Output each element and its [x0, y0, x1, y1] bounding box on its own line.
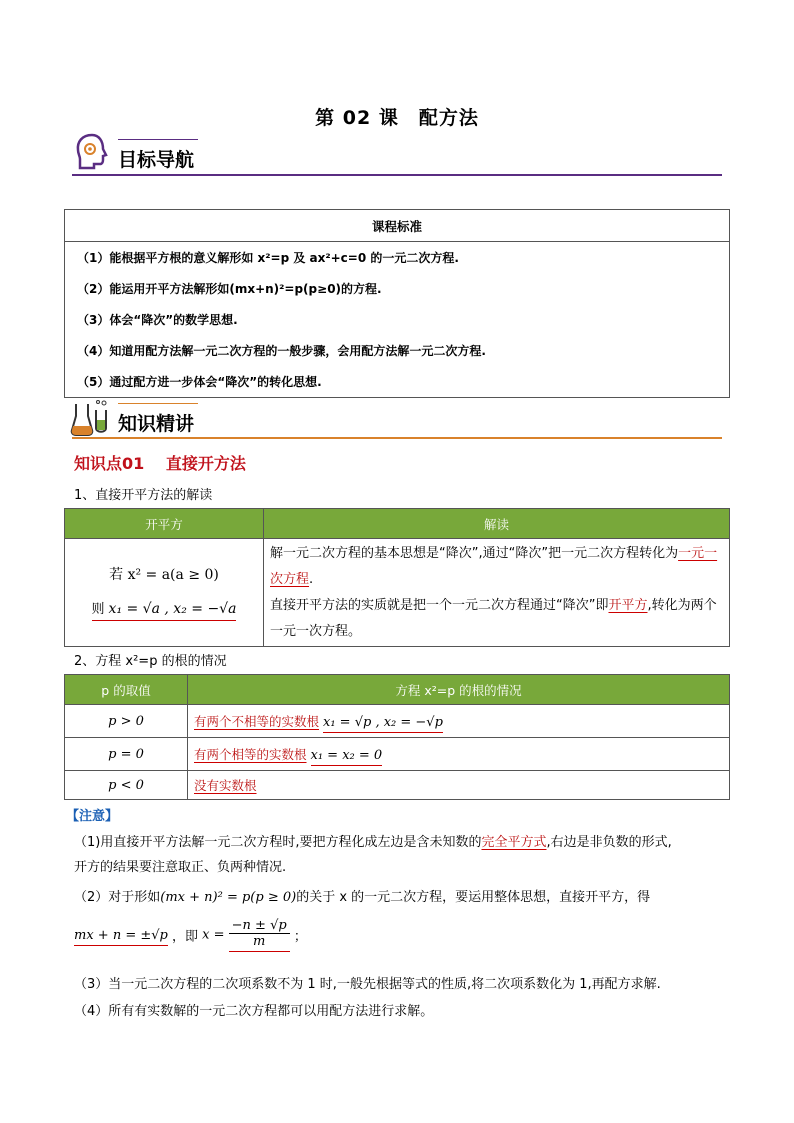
- interpretation-cell: [264, 539, 730, 647]
- standards-header: 课程标准: [65, 210, 730, 242]
- direct-sqrt-table: [64, 508, 730, 647]
- formula-then: [92, 598, 237, 621]
- cond-cell: p > 0: [65, 705, 188, 738]
- knowledge-top-line: [118, 403, 198, 404]
- note-4: （4）所有有实数解的一元二次方程都可以用配方法进行求解。: [74, 1004, 434, 1019]
- note-2-formula: (mx + n)² = p(p ≥ 0): [160, 890, 297, 905]
- desc-cell: [188, 738, 730, 771]
- roots-table: [64, 674, 730, 800]
- standard-item: （3）体会“降次”的数学思想.: [65, 304, 730, 335]
- table1-header-col2: 解读: [264, 509, 730, 539]
- interp-red-a: 一元一次方程: [270, 546, 718, 587]
- note-1-text-b: ,右边是非负数的形式,: [546, 835, 672, 850]
- note-label: 【注意】: [66, 809, 119, 824]
- page-title: 第 02 课 配方法: [315, 107, 479, 129]
- interp-text-b: 直接开平方法的实质就是把一个一元二次方程通过“降次”即: [270, 598, 609, 613]
- note-2-fraction: [229, 918, 290, 952]
- table2-header-col2: 方程 x²=p 的根的情况: [188, 675, 730, 705]
- desc-text: 有两个不相等的实数根: [194, 714, 320, 729]
- desc-cell: [188, 705, 730, 738]
- note-2-result-x: x =: [202, 927, 225, 943]
- note-1-text-a: （1)用直接开平方法解一元二次方程时,要把方程化成左边是含未知数的: [74, 835, 482, 850]
- knowledge-section-title: 知识精讲: [118, 413, 195, 435]
- note-2-result: [74, 918, 734, 962]
- table1-header-col1: 开平方: [65, 509, 264, 539]
- knowledge-section-icon: [70, 398, 112, 438]
- interp-red-b: 开平方: [608, 598, 648, 613]
- goal-divider: [72, 174, 722, 176]
- desc-formula: x₁ = √p , x₂ = −√p: [323, 715, 443, 733]
- table-row: [65, 771, 730, 800]
- note-2: [74, 886, 734, 905]
- cond-cell: p < 0: [65, 771, 188, 800]
- goal-section-title: 目标导航: [118, 149, 195, 171]
- standard-item: （4）知道用配方法解一元二次方程的一般步骤，会用配方法解一元二次方程.: [65, 335, 730, 366]
- note-2-result-mid: ，即: [171, 929, 198, 945]
- formula-then-prefix: 则: [91, 602, 105, 617]
- desc-formula: x₁ = x₂ = 0: [311, 748, 383, 766]
- formula-cell: [65, 539, 264, 647]
- subheading-1: 1、直接开平方法的解读: [74, 488, 213, 503]
- note-1-text-c: 开方的结果要注意取正、负两种情况.: [74, 860, 287, 875]
- note-3: （3）当一元二次方程的二次项系数不为 1 时,一般先根据等式的性质,将二次项系数化为 1,再配方求解.: [74, 977, 661, 992]
- standard-item: （1）能根据平方根的意义解形如 x²=p 及 ax²+c=0 的一元二次方程.: [65, 242, 730, 274]
- goal-section-icon: [74, 132, 110, 172]
- note-1: [74, 830, 734, 880]
- desc-cell: [188, 771, 730, 800]
- knowledge-point-title: 知识点01 直接开方法: [74, 454, 246, 473]
- note-2-text-a: （2）对于形如: [74, 890, 161, 905]
- goal-top-line: [118, 139, 198, 140]
- desc-text: 有两个相等的实数根: [194, 747, 307, 762]
- cond-cell: p = 0: [65, 738, 188, 771]
- formula-if: 若 x² = a(a ≥ 0): [109, 567, 219, 583]
- standard-item: （2）能运用开平方法解形如(mx+n)²=p(p≥0)的方程.: [65, 273, 730, 304]
- table-row: [65, 738, 730, 771]
- interp-end-a: .: [309, 572, 314, 587]
- fraction-denominator: m: [252, 934, 266, 949]
- note-2-text-b: 的关于 x 的一元二次方程，要运用整体思想，直接开平方，得: [296, 890, 651, 905]
- interp-text-a: 解一元二次方程的基本思想是“降次”,通过“降次”把一元二次方程转化为: [270, 546, 679, 561]
- note-2-result-end: ；: [293, 929, 307, 945]
- standard-item: （5）通过配方进一步体会“降次”的转化思想.: [65, 366, 730, 398]
- fraction-numerator: −n ± √p: [229, 918, 290, 934]
- note-1-red: 完全平方式: [481, 835, 547, 850]
- table2-header-col1: p 的取值: [65, 675, 188, 705]
- table-row: [65, 705, 730, 738]
- interp-end-b: ,转化为两个一元一次方程。: [270, 598, 717, 639]
- desc-text: 没有实数根: [194, 778, 257, 793]
- subheading-2: 2、方程 x²=p 的根的情况: [74, 654, 227, 669]
- formula-then-expr: x₁ = √a , x₂ = −√a: [108, 601, 237, 617]
- note-2-result-f1: mx + n = ±√p: [74, 928, 168, 946]
- course-standards-table: [64, 209, 730, 398]
- knowledge-divider: [72, 437, 722, 439]
